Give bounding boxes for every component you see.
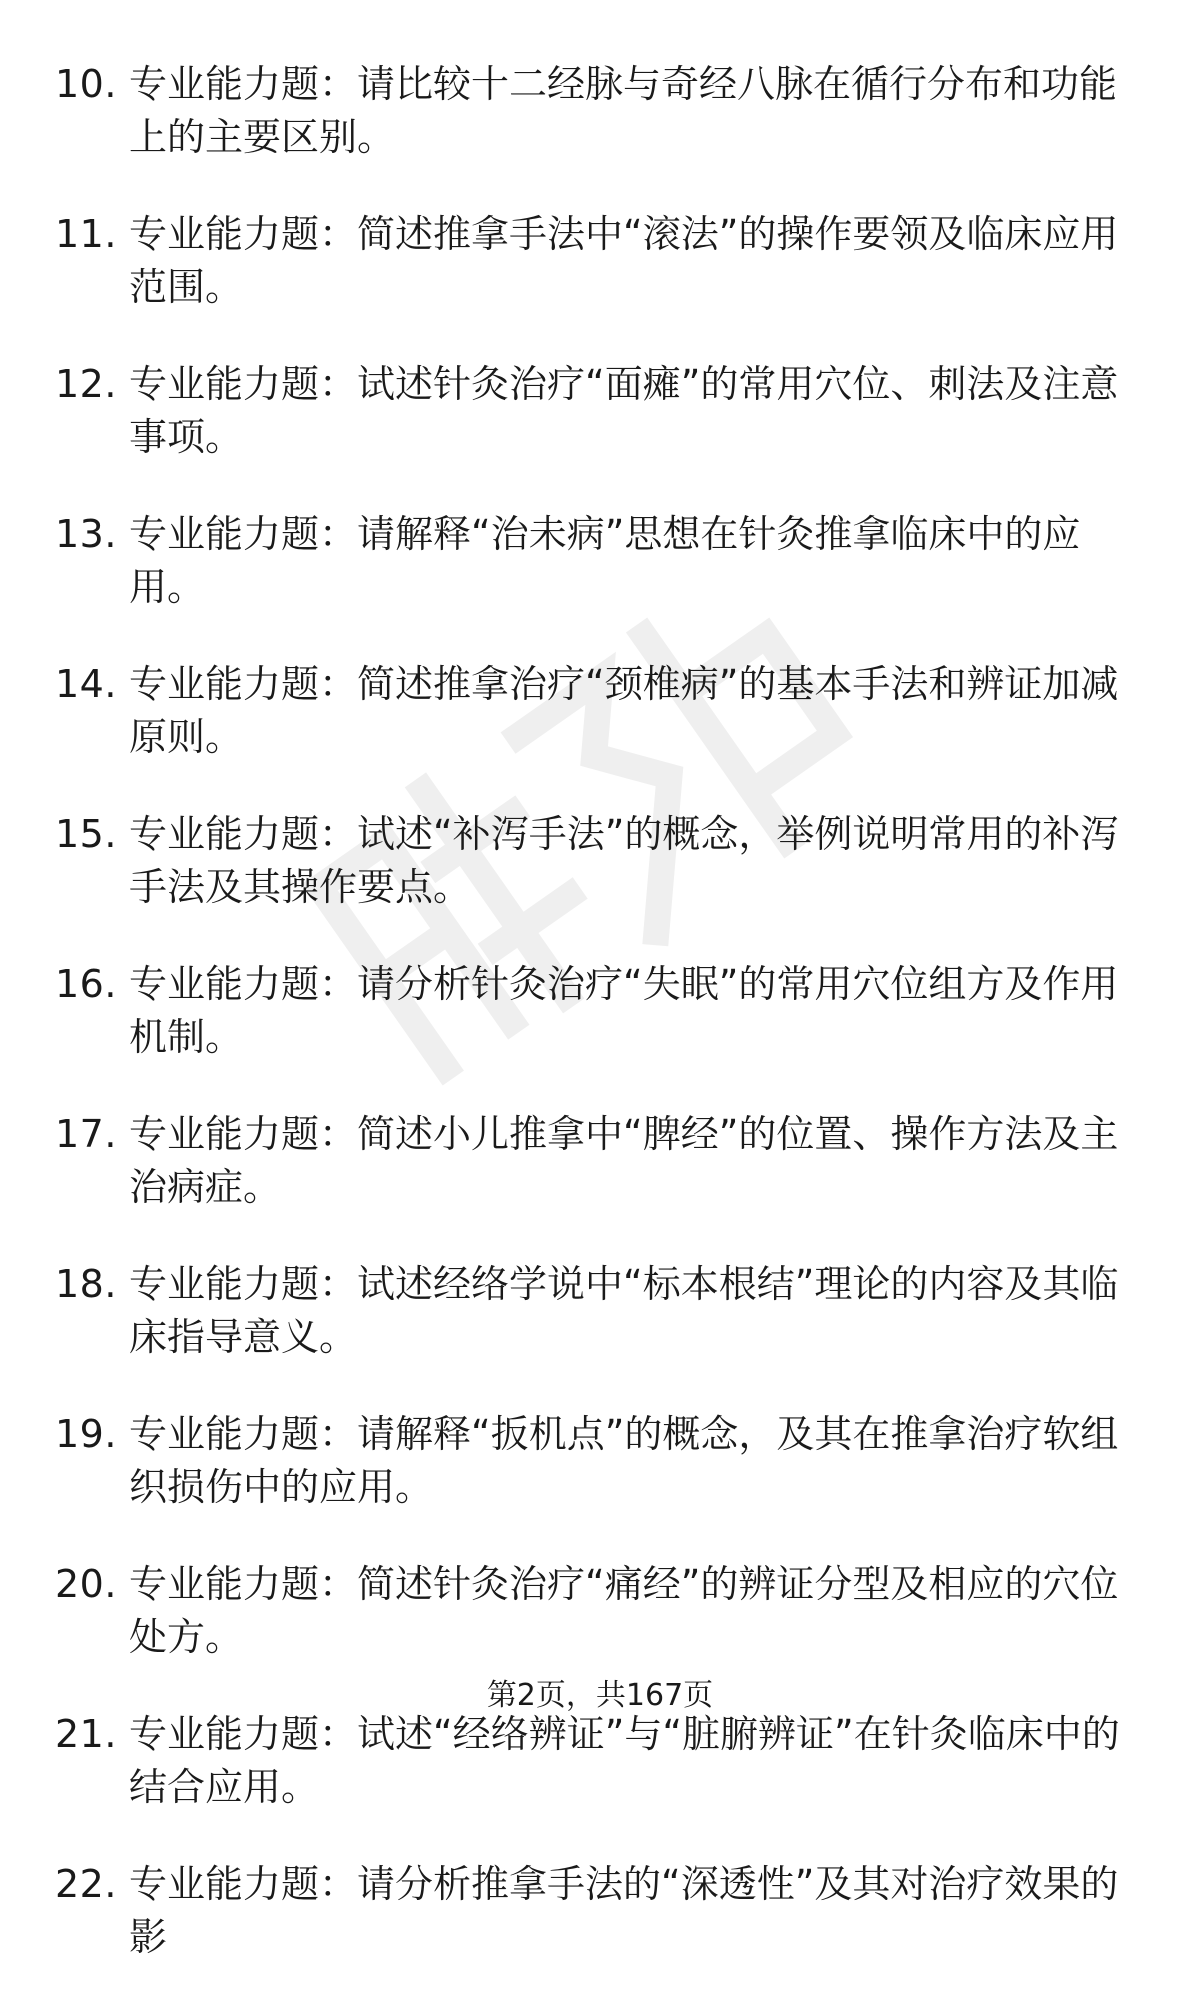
question-number: 18. [55,1262,117,1306]
list-item [55,1558,1145,1664]
question-number: 15. [55,812,117,856]
list-item [55,1858,1145,1964]
list-item [55,208,1145,314]
question-number: 10. [55,62,117,106]
question-text: 专业能力题：试述经络学说中“标本根结”理论的内容及其临床指导意义。 [129,1262,1119,1359]
question-text: 专业能力题：简述推拿手法中“滚法”的操作要领及临床应用范围。 [129,212,1119,309]
list-item [55,58,1145,164]
list-item [55,508,1145,614]
question-text: 专业能力题：简述小儿推拿中“脾经”的位置、操作方法及主治病症。 [129,1112,1119,1209]
question-number: 12. [55,362,117,406]
page-number: 第2页，共167页 [486,1678,714,1713]
question-text: 专业能力题：试述“经络辨证”与“脏腑辨证”在针灸临床中的结合应用。 [129,1712,1120,1809]
question-number: 13. [55,512,117,556]
list-item [55,1708,1145,1814]
question-text: 专业能力题：请解释“扳机点”的概念，及其在推拿治疗软组织损伤中的应用。 [129,1412,1119,1509]
question-number: 11. [55,212,117,256]
list-item [55,658,1145,764]
list-item [55,1408,1145,1514]
question-number: 22. [55,1862,117,1906]
list-item [55,1108,1145,1214]
question-number: 14. [55,662,117,706]
list-item [55,958,1145,1064]
list-item [55,808,1145,914]
list-item [55,1258,1145,1364]
question-text: 专业能力题：试述针灸治疗“面瘫”的常用穴位、刺法及注意事项。 [129,362,1119,459]
question-text: 专业能力题：试述“补泻手法”的概念，举例说明常用的补泻手法及其操作要点。 [129,812,1119,909]
question-text: 专业能力题：请比较十二经脉与奇经八脉在循行分布和功能上的主要区别。 [129,62,1118,159]
question-number: 16. [55,962,117,1006]
question-text: 专业能力题：请分析针灸治疗“失眠”的常用穴位组方及作用机制。 [129,962,1119,1059]
question-text: 专业能力题：请分析推拿手法的“深透性”及其对治疗效果的影 [129,1862,1119,1959]
question-number: 19. [55,1412,117,1456]
question-number: 21. [55,1712,117,1756]
question-text: 专业能力题：简述推拿治疗“颈椎病”的基本手法和辨证加减原则。 [129,662,1119,759]
question-number: 17. [55,1112,117,1156]
list-item [55,358,1145,464]
question-text: 专业能力题：简述针灸治疗“痛经”的辨证分型及相应的穴位处方。 [129,1562,1119,1659]
question-number: 20. [55,1562,117,1606]
question-text: 专业能力题：请解释“治未病”思想在针灸推拿临床中的应用。 [129,512,1081,609]
